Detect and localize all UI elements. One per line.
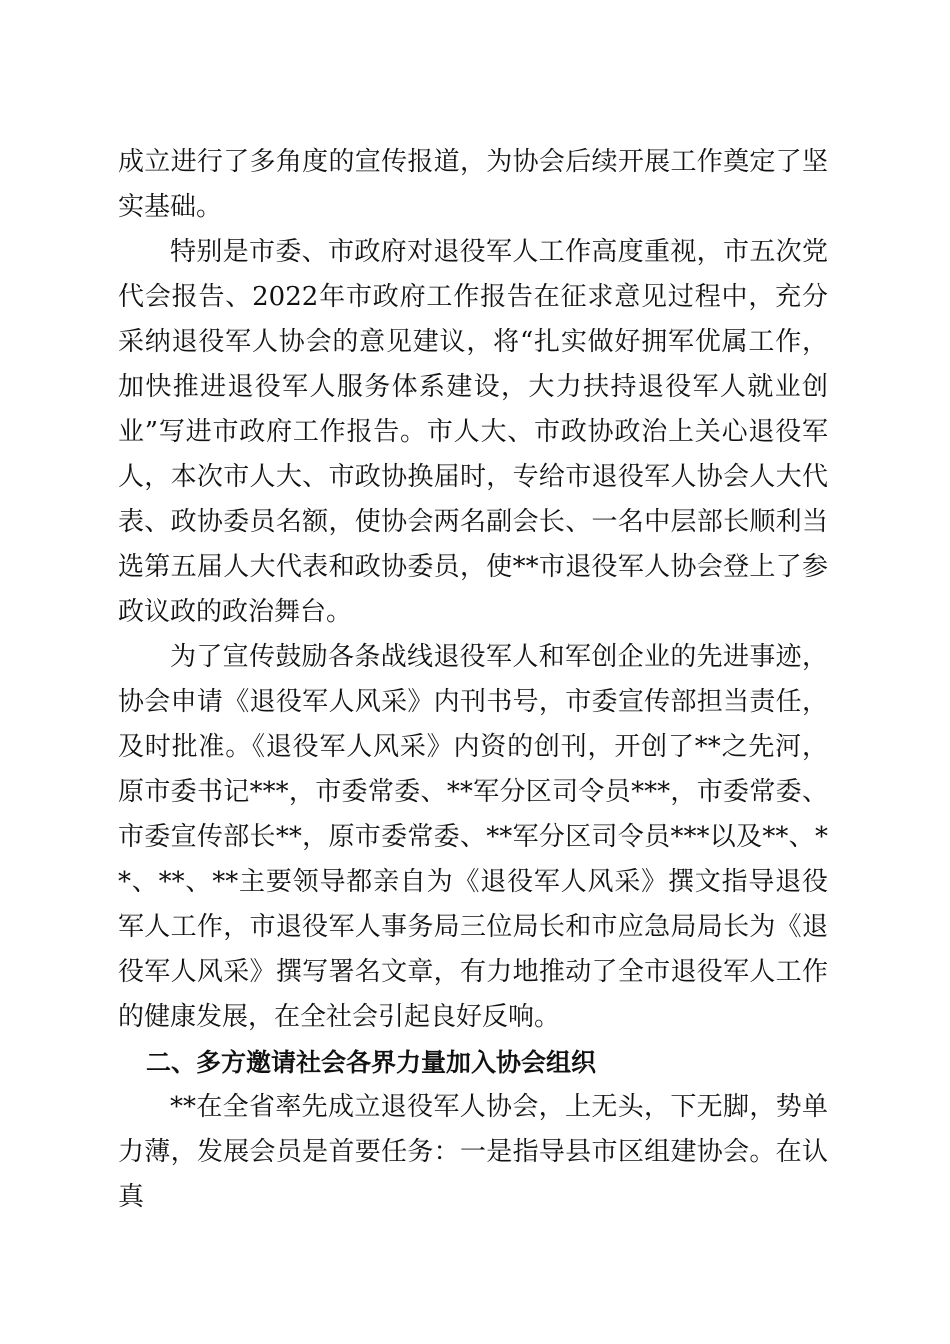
paragraph-membership: **在全省率先成立退役军人协会，上无头，下无脚，势单力薄，发展会员是首要任务：一是指导县市区组建协会。在认真 bbox=[118, 1092, 828, 1212]
document-body bbox=[118, 140, 828, 1220]
paragraph-continuation: 成立进行了多角度的宣传报道，为协会后续开展工作奠定了坚实基础。 bbox=[118, 147, 828, 222]
paragraph-publication: 为了宣传鼓励各条战线退役军人和军创企业的先进事迹，协会申请《退役军人风采》内刊书号，市委宣传部担当责任，及时批准。《退役军人风采》内资的创刊，开创了**之先河，原市委书记***，市委常委、**军分区司令员***，市委常委、市委宣传部长**，原市委常委、**军分区司令员***以及**、**、**、**主要领导都亲自为《退役军人风采》撰文指导退役军人工作，市退役军人事务局三位局长和市应急局局长为《退役军人风采》撰写署名文章，有力地推动了全市退役军人工作的健康发展，在全社会引起良好反响。 bbox=[118, 642, 828, 1032]
paragraph-government-support: 特别是市委、市政府对退役军人工作高度重视，市五次党代会报告、2022年市政府工作报告在征求意见过程中，充分采纳退役军人协会的意见建议，将“扎实做好拥军优属工作，加快推进退役军人服务体系建设，大力扶持退役军人就业创业”写进市政府工作报告。市人大、市政协政治上关心退役军人，本次市人大、市政协换届时，专给市退役军人协会人大代表、政协委员名额，使协会两名副会长、一名中层部长顺利当选第五届人大代表和政协委员，使**市退役军人协会登上了参政议政的政治舞台。 bbox=[118, 237, 828, 627]
section-heading: 二、多方邀请社会各界力量加入协会组织 bbox=[146, 1048, 597, 1077]
